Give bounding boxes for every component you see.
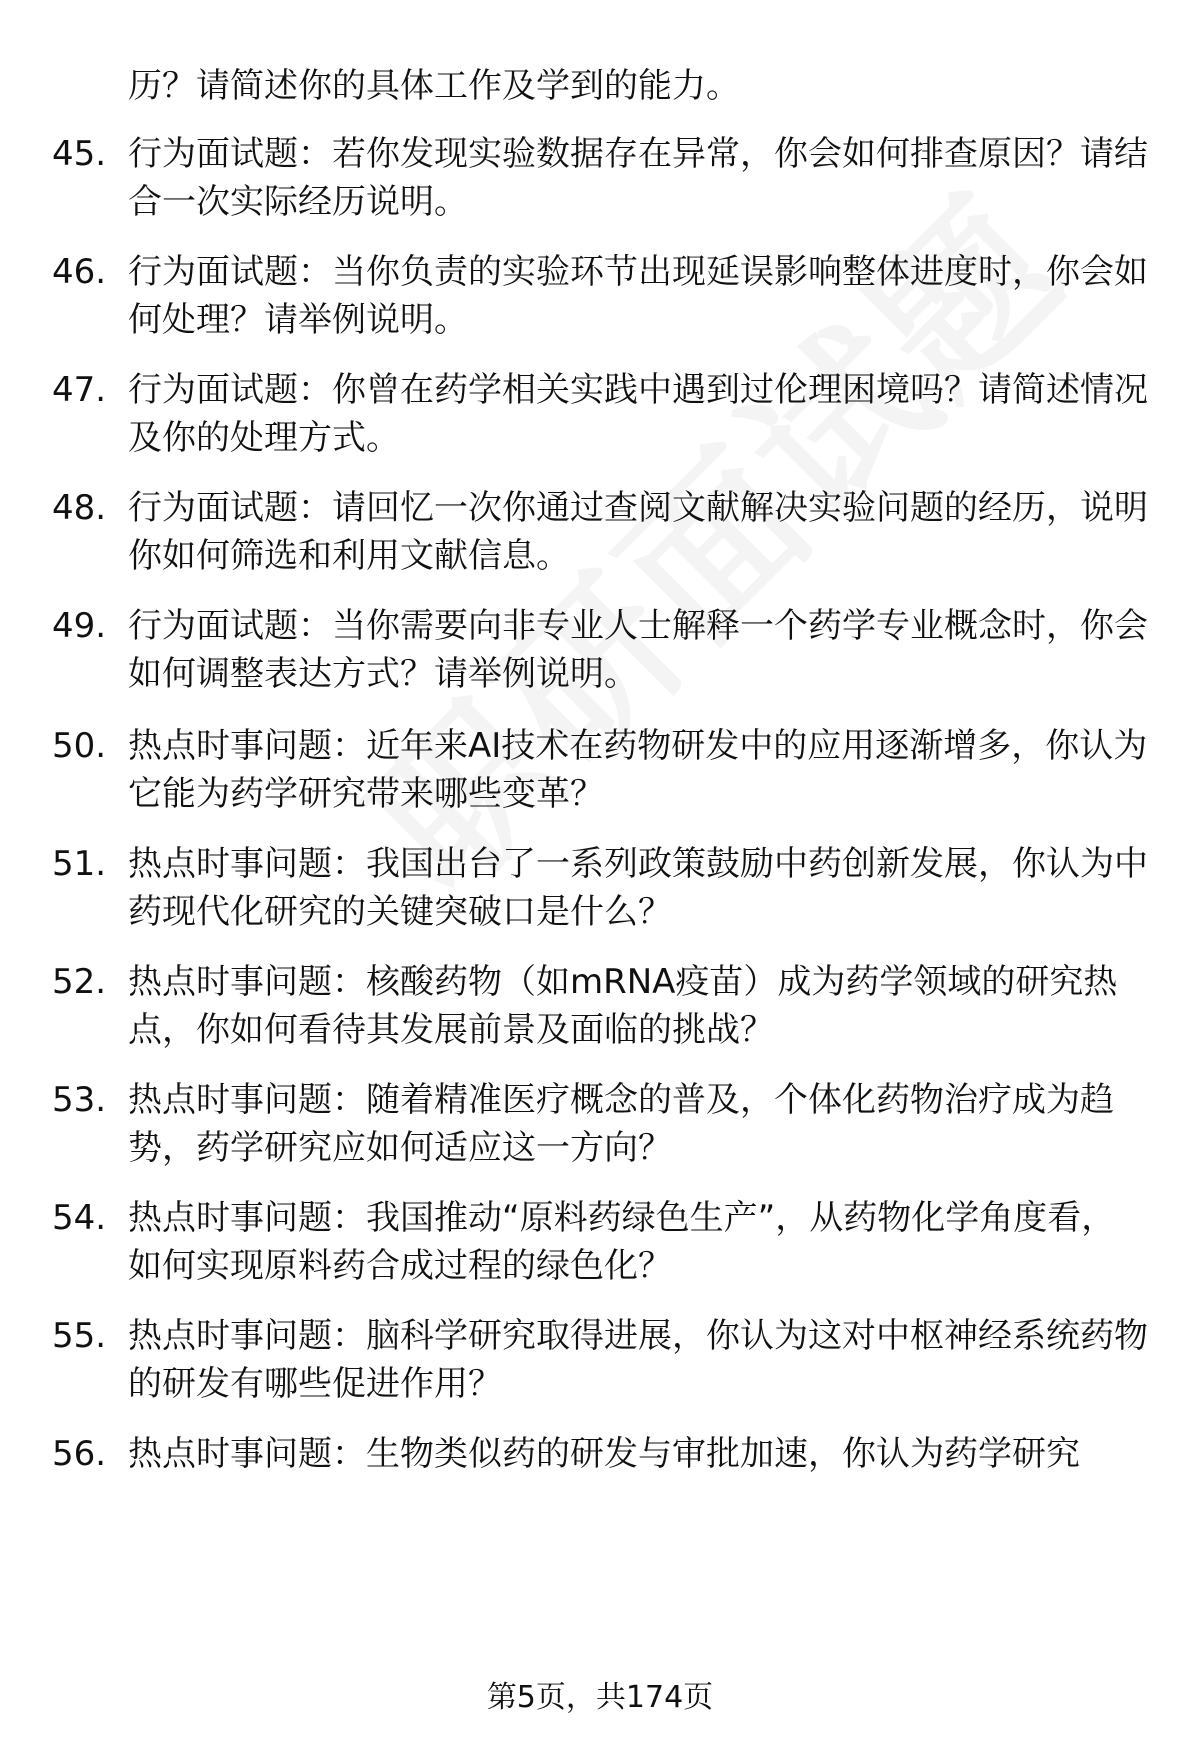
question-item <box>52 1430 1152 1478</box>
question-text: 热点时事问题：随着精准医疗概念的普及，个体化药物治疗成为趋势，药学研究应如何适应这一方向？ <box>128 1080 1114 1168</box>
question-number: 48. <box>52 488 107 528</box>
question-text: 热点时事问题：我国推动“原料药绿色生产”，从药物化学角度看，如何实现原料药合成过程的绿色化？ <box>128 1198 1116 1286</box>
question-item <box>52 602 1152 698</box>
question-text: 行为面试题：你曾在药学相关实践中遇到过伦理困境吗？请简述情况及你的处理方式。 <box>128 370 1148 458</box>
question-item <box>52 1194 1152 1290</box>
question-item <box>52 484 1152 580</box>
page-footer: 第5页，共174页 <box>486 1680 714 1715</box>
question-text: 热点时事问题：脑科学研究取得进展，你认为这对中枢神经系统药物的研发有哪些促进作用？ <box>128 1316 1148 1404</box>
question-number: 45. <box>52 134 107 174</box>
question-number: 47. <box>52 370 107 410</box>
question-number: 49. <box>52 606 107 646</box>
question-item <box>52 722 1152 818</box>
question-item <box>52 1076 1152 1172</box>
question-item <box>52 130 1152 226</box>
question-text: 热点时事问题：我国出台了一系列政策鼓励中药创新发展，你认为中药现代化研究的关键突破口是什么？ <box>128 844 1148 932</box>
question-text: 行为面试题：请回忆一次你通过查阅文献解决实验问题的经历，说明你如何筛选和利用文献信息。 <box>128 488 1148 576</box>
question-item <box>52 840 1152 936</box>
question-number: 54. <box>52 1198 107 1238</box>
continuation-text: 历？请简述你的具体工作及学到的能力。 <box>128 66 740 106</box>
question-number: 50. <box>52 726 107 766</box>
question-text: 热点时事问题：生物类似药的研发与审批加速，你认为药学研究 <box>128 1434 1080 1474</box>
question-text: 热点时事问题：近年来AI技术在药物研发中的应用逐渐增多，你认为它能为药学研究带来哪些变革？ <box>128 726 1148 814</box>
question-text: 行为面试题：当你需要向非专业人士解释一个药学专业概念时，你会如何调整表达方式？请举例说明。 <box>128 606 1148 694</box>
question-item <box>52 1312 1152 1408</box>
question-item <box>52 958 1152 1054</box>
question-number: 51. <box>52 844 107 884</box>
question-text: 行为面试题：若你发现实验数据存在异常，你会如何排查原因？请结合一次实际经历说明。 <box>128 134 1148 222</box>
question-text: 热点时事问题：核酸药物（如mRNA疫苗）成为药学领域的研究热点，你如何看待其发展前景及面临的挑战？ <box>128 962 1118 1050</box>
question-item <box>52 248 1152 344</box>
question-text: 行为面试题：当你负责的实验环节出现延误影响整体进度时，你会如何处理？请举例说明。 <box>128 252 1148 340</box>
question-number: 53. <box>52 1080 107 1120</box>
question-number: 52. <box>52 962 107 1002</box>
question-number: 56. <box>52 1434 107 1474</box>
question-number: 55. <box>52 1316 107 1356</box>
question-item <box>52 366 1152 462</box>
question-number: 46. <box>52 252 107 292</box>
